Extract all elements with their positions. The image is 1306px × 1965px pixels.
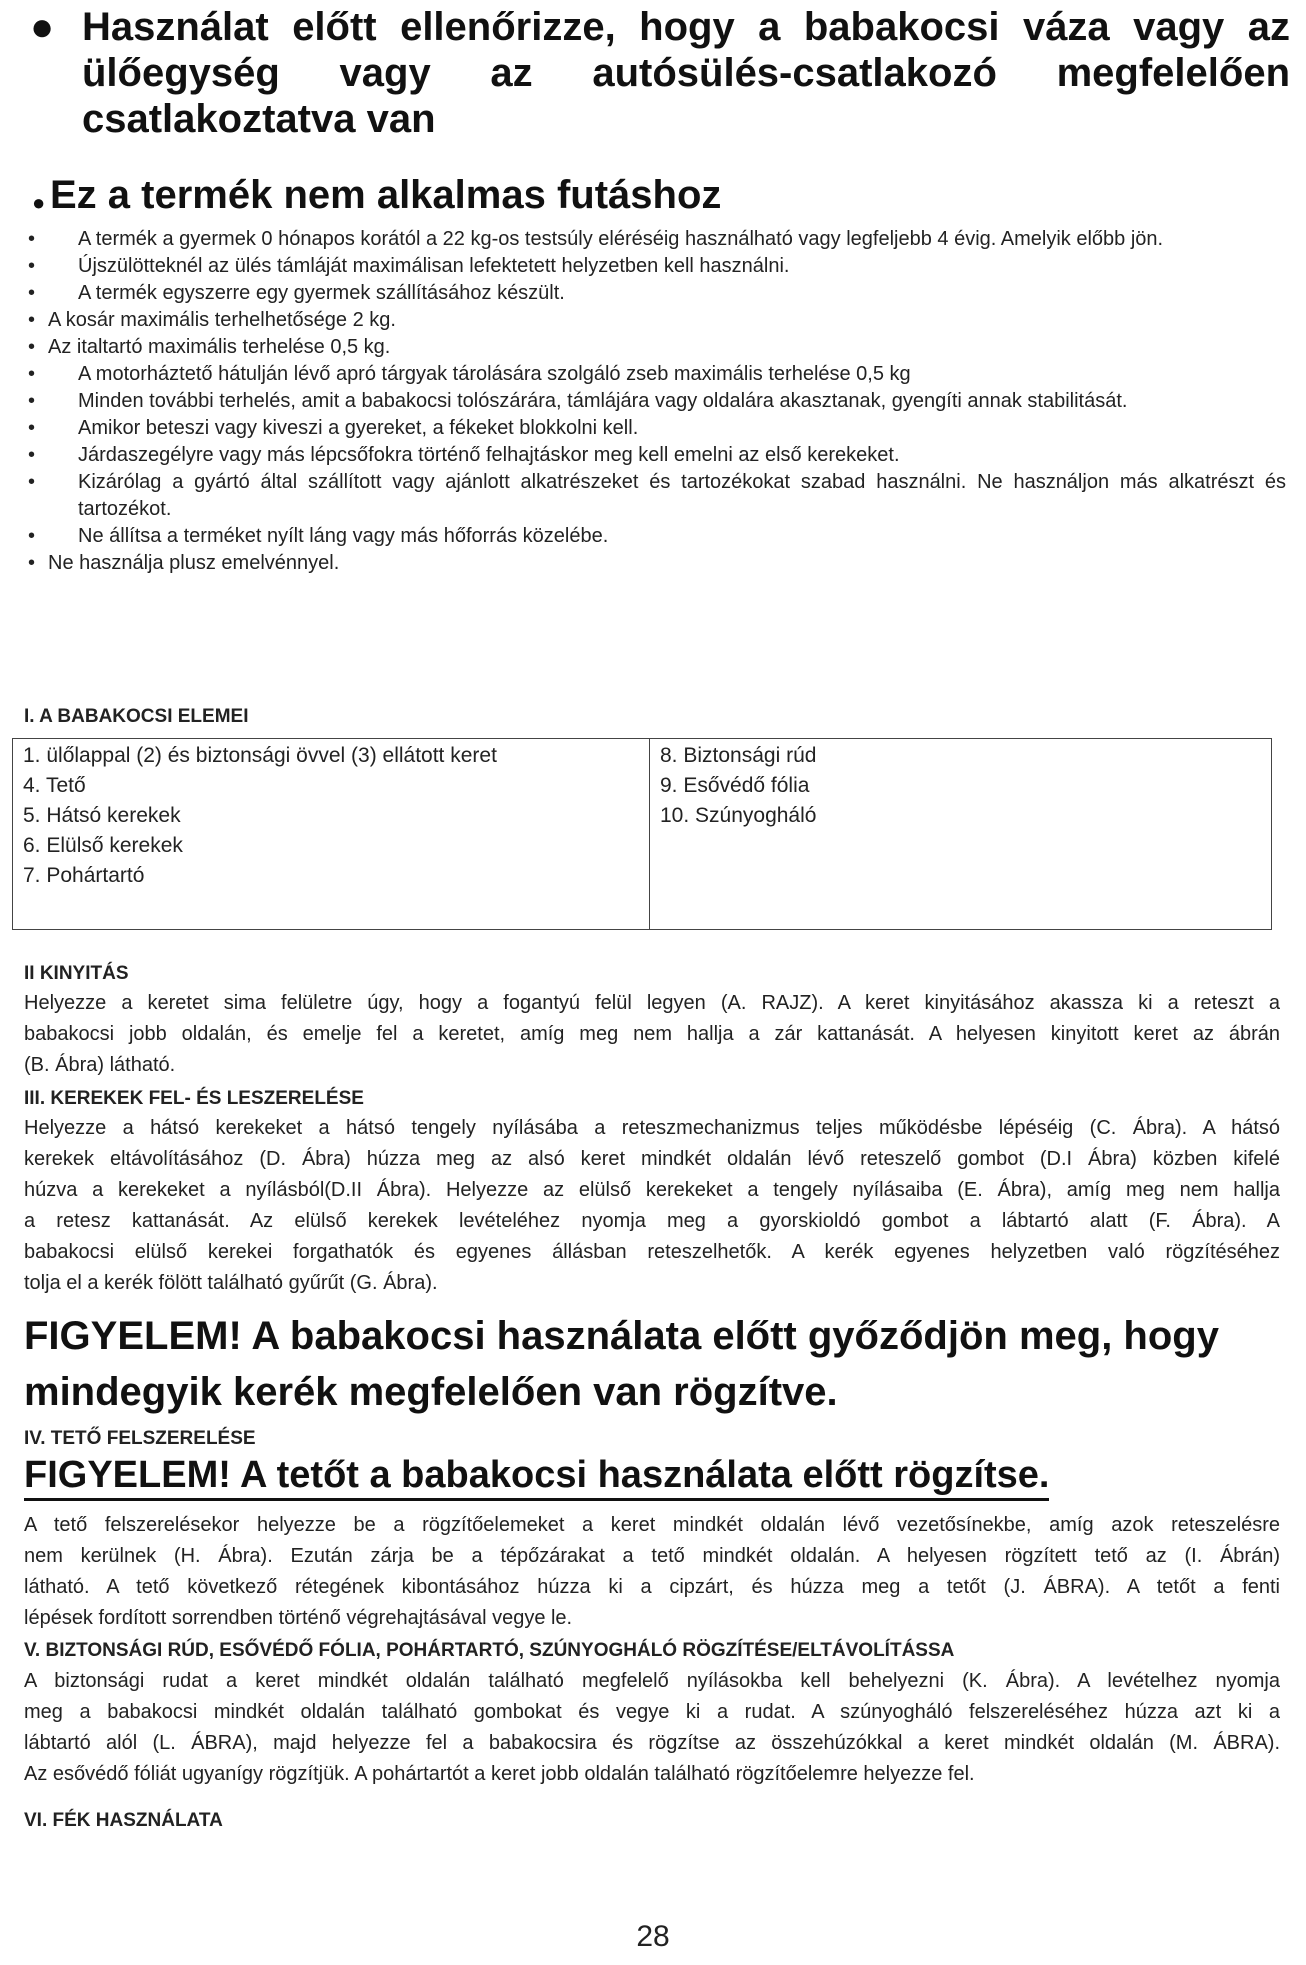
bullet-icon: • bbox=[28, 336, 36, 358]
bullet-icon: • bbox=[28, 471, 36, 493]
list-item: • Az italtartó maximális terhelése 0,5 kg. bbox=[28, 334, 1286, 361]
section-title-opening: II KINYITÁS bbox=[24, 963, 129, 984]
list-item: • A kosár maximális terhelhetősége 2 kg. bbox=[28, 307, 1286, 334]
safety-bullet-list bbox=[28, 226, 1286, 577]
section-title-brake: VI. FÉK HASZNÁLATA bbox=[24, 1810, 223, 1831]
bullet-icon: • bbox=[28, 282, 36, 304]
section-title-accessories: V. BIZTONSÁGI RÚD, ESŐVÉDŐ FÓLIA, POHÁRTARTÓ, SZÚNYOGHÁLÓ RÖGZÍTÉSE/ELTÁVOLÍTÁSSA bbox=[24, 1640, 955, 1661]
list-item: • Minden további terhelés, amit a babakocsi tolószárára, támlájára vagy oldalára akasztanak, gyengíti annak stabilitását. bbox=[28, 388, 1286, 415]
bullet-icon: • bbox=[28, 309, 36, 331]
warning-canopy: FIGYELEM! A tetőt a babakocsi használata előtt rögzítse. bbox=[24, 1452, 1049, 1501]
part-item: 9. Esővédő fólia bbox=[660, 774, 810, 797]
parts-column-right bbox=[650, 739, 1272, 930]
paragraph-accessories: A biztonsági rudat a keret mindkét oldalán található megfelelő nyílásokba kell behelyezni (K. Ábra). A levételhez nyomja meg a babakocsi mindkét oldalán található gombokat és vegye ki a rudat. A szúnyogháló felszereléséhez húzza azt ki a lábtartó alól (L. ÁBRA), majd helyezze fel a babakocsira és rögzítse az összehúzókkal a keret mindkét oldalán (M. ÁBRA). Az esővédő fóliát ugyanígy rögzítjük. A pohártartót a keret jobb oldalán található rögzítőelemre helyezze fel. bbox=[24, 1670, 1280, 1785]
list-item: • Ne állítsa a terméket nyílt láng vagy más hőforrás közelébe. bbox=[28, 523, 1286, 550]
parts-table bbox=[12, 738, 1272, 930]
part-item: 5. Hátsó kerekek bbox=[23, 804, 181, 827]
paragraph-opening: Helyezze a keretet sima felületre úgy, hogy a fogantyú felül legyen (A. RAJZ). A keret kinyitásához akassza ki a reteszt a babakocsi jobb oldalán, és emelje fel a keretet, amíg meg nem hallja a zár kattanását. A helyesen kinyitott keret az ábrán (B. Ábra) látható. bbox=[24, 992, 1280, 1076]
list-item: • Amikor beteszi vagy kiveszi a gyereket, a fékeket blokkolni kell. bbox=[28, 415, 1286, 442]
list-item: • A termék a gyermek 0 hónapos korától a 22 kg-os testsúly eléréséig használható vagy legfeljebb 4 évig. Amelyik előbb jön. bbox=[28, 226, 1286, 253]
part-item: 10. Szúnyogháló bbox=[660, 804, 817, 827]
part-item: 6. Elülső kerekek bbox=[23, 834, 183, 857]
bullet-icon: ● bbox=[32, 190, 46, 215]
bullet-icon: • bbox=[28, 552, 36, 574]
part-item: 7. Pohártartó bbox=[23, 864, 145, 887]
warning-wheels: FIGYELEM! A babakocsi használata előtt győződjön meg, hogy mindegyik kerék megfelelően van rögzítve. bbox=[24, 1314, 1219, 1414]
part-item: 1. ülőlappal (2) és biztonsági övvel (3) ellátott keret bbox=[23, 744, 497, 767]
list-item: • Ne használja plusz emelvénnyel. bbox=[28, 550, 1286, 577]
page-number: 28 bbox=[636, 1920, 670, 1953]
list-item: • A termék egyszerre egy gyermek szállításához készült. bbox=[28, 280, 1286, 307]
part-item: 4. Tető bbox=[23, 774, 86, 797]
warning-bullet-running: ● Ez a termék nem alkalmas futáshoz bbox=[30, 172, 721, 218]
bullet-icon: • bbox=[28, 228, 36, 250]
list-item: • A motorháztető hátulján lévő apró tárgyak tárolására szolgáló zseb maximális terhelése 0,5 kg bbox=[28, 361, 1286, 388]
bullet-icon: • bbox=[28, 255, 36, 277]
paragraph-wheels: Helyezze a hátsó kerekeket a hátsó tengely nyílásába a reteszmechanizmus teljes működésbe lépéséig (C. Ábra). A hátsó kerekek eltávolításához (D. Ábra) húzza meg az alsó keret mindkét oldalán lévő reteszelő gombot (D.I Ábra) közben kifelé húzva a kerekeket a nyílásból(D.II Ábra). Helyezze az elülső kerekeket a tengely nyílásaiba (E. Ábra), amíg meg nem hallja a retesz kattanását. Az elülső kerekek levételéhez nyomja meg a gyorskioldó gombot a lábtartó alatt (F. Ábra). A babakocsi elülső kerekei forgathatók és egyenes állásban reteszelhetők. A kerék egyenes helyzetben való rögzítéséhez tolja el a kerék fölött található gyűrűt (G. Ábra). bbox=[24, 1117, 1280, 1294]
list-item: • Járdaszegélyre vagy más lépcsőfokra történő felhajtáskor meg kell emelni az első kerekeket. bbox=[28, 442, 1286, 469]
section-title-parts: I. A BABAKOCSI ELEMEI bbox=[24, 706, 249, 727]
bullet-icon: • bbox=[28, 444, 36, 466]
section-title-wheels: III. KEREKEK FEL- ÉS LESZERELÉSE bbox=[24, 1088, 364, 1109]
part-item: 8. Biztonsági rúd bbox=[660, 744, 817, 767]
list-item: • Újszülötteknél az ülés támláját maximálisan lefektetett helyzetben kell használni. bbox=[28, 253, 1286, 280]
bullet-icon: • bbox=[28, 525, 36, 547]
parts-column-left bbox=[13, 739, 650, 930]
list-item: • Kizárólag a gyártó által szállított vagy ajánlott alkatrészeket és tartozékokat szabad használni. Ne használjon más alkatrészt és tartozékot. bbox=[28, 471, 1286, 520]
warning-bullet-connection: ● Használat előtt ellenőrizze, hogy a babakocsi váza vagy az ülőegység vagy az autósülés-csatlakozó megfelelően csatlakoztatva van bbox=[30, 5, 1290, 141]
bullet-icon: • bbox=[28, 417, 36, 439]
bullet-icon: ● bbox=[30, 5, 55, 49]
section-title-canopy: IV. TETŐ FELSZERELÉSE bbox=[24, 1428, 256, 1449]
table-row bbox=[13, 739, 1272, 930]
paragraph-canopy: A tető felszerelésekor helyezze be a rögzítőelemeket a keret mindkét oldalán lévő vezetősínekbe, amíg azok reteszelésre nem kerülnek (H. Ábra). Ezután zárja be a tépőzárakat a tető mindkét oldalán. A helyesen rögzített tető az (I. Ábrán) látható. A tető következő rétegének kibontásához húzza ki a cipzárt, és húzza meg a tetőt (J. ÁBRA). A tetőt a fenti lépések fordított sorrendben történő végrehajtásával vegye le. bbox=[24, 1514, 1280, 1629]
bullet-icon: • bbox=[28, 363, 36, 385]
bullet-icon: • bbox=[28, 390, 36, 412]
